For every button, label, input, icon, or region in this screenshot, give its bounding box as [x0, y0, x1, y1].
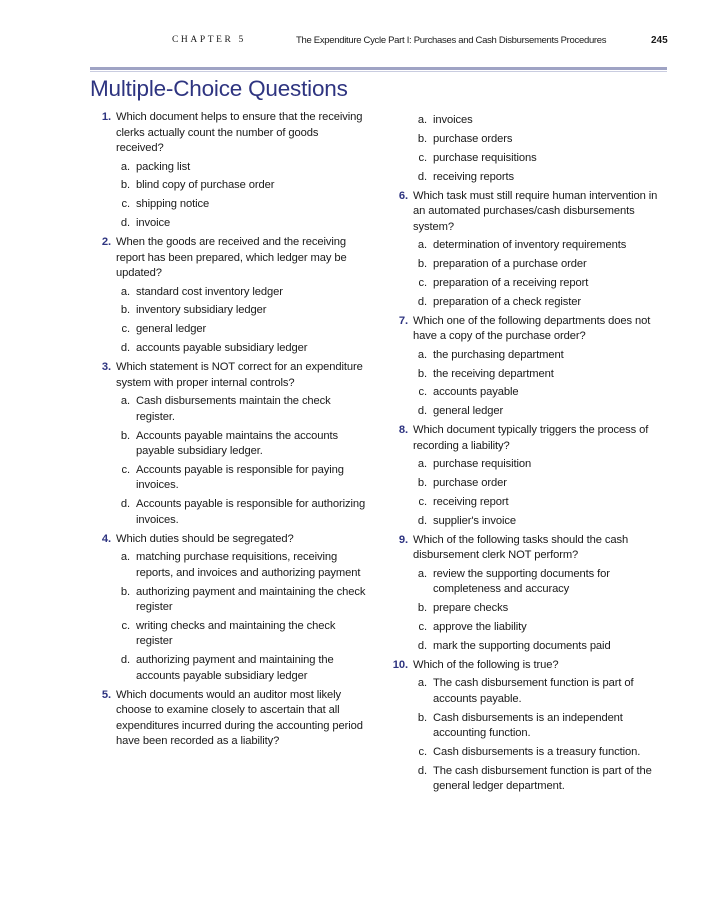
answer-option [390, 457, 670, 473]
option-letter: b. [417, 367, 427, 380]
option-letter: c. [418, 621, 427, 634]
option-letter: b. [120, 304, 130, 317]
answer-options [390, 113, 670, 185]
question-6 [390, 189, 670, 236]
question-2 [93, 235, 368, 282]
option-text: receiving report [433, 495, 509, 508]
option-letter: a. [417, 458, 427, 471]
question-text: Which statement is NOT correct for an expenditure system with proper internal controls? [116, 361, 363, 389]
question-3 [93, 360, 368, 391]
question-text: Which one of the following departments does not have a copy of the purchase order? [413, 314, 651, 343]
option-text: the receiving department [433, 367, 554, 380]
option-letter: c. [418, 495, 427, 508]
option-letter: a. [417, 677, 427, 690]
option-letter: d. [120, 217, 130, 230]
answer-option [93, 216, 368, 232]
option-letter: a. [120, 551, 130, 564]
option-letter: d. [120, 342, 130, 355]
option-text: purchase order [433, 477, 507, 490]
option-letter: a. [417, 239, 427, 252]
option-text: writing checks and maintaining the check register [136, 619, 336, 648]
option-letter: c. [418, 276, 427, 289]
answer-option [93, 285, 368, 301]
answer-option [93, 550, 368, 581]
question-number: 1. [101, 111, 111, 123]
answer-option [390, 367, 670, 383]
option-letter: c. [121, 198, 130, 211]
option-text: purchase requisition [433, 458, 532, 471]
question-text: Which task must still require human intervention in an automated purchases/cash disbursements system? [413, 189, 658, 233]
answer-option [93, 585, 368, 616]
answer-option [93, 463, 368, 494]
option-letter: b. [120, 585, 130, 598]
right-column [390, 110, 670, 798]
option-text: accounts payable subsidiary ledger [136, 342, 308, 355]
option-letter: d. [120, 498, 130, 511]
option-text: Cash disbursements maintain the check register. [136, 395, 331, 423]
answer-option [390, 257, 670, 273]
question-8 [390, 423, 670, 454]
option-letter: d. [417, 405, 427, 418]
answer-option [93, 322, 368, 338]
answer-option [93, 619, 368, 650]
option-text: inventory subsidiary ledger [136, 304, 267, 317]
option-letter: c. [418, 386, 427, 399]
option-letter: d. [417, 514, 427, 527]
option-text: Accounts payable maintains the accounts payable subsidiary ledger. [136, 429, 338, 458]
answer-option [390, 404, 670, 420]
answer-option [93, 429, 368, 460]
option-letter: d. [417, 764, 427, 777]
chapter-label: CHAPTER 5 [172, 35, 246, 45]
answer-option [390, 132, 670, 148]
answer-option [390, 601, 670, 617]
option-text: general ledger [136, 323, 207, 336]
answer-option [93, 303, 368, 319]
option-text: packing list [136, 160, 191, 173]
answer-options [93, 394, 368, 528]
answer-option [390, 151, 670, 167]
answer-option [390, 495, 670, 511]
answer-option [390, 476, 670, 492]
option-letter: a. [417, 348, 427, 361]
question-9 [390, 533, 670, 564]
option-text: authorizing payment and maintaining the check register [136, 585, 366, 614]
option-letter: b. [417, 132, 427, 145]
answer-option [390, 639, 670, 655]
option-letter: b. [417, 711, 427, 724]
running-header [0, 35, 719, 49]
answer-option [390, 764, 670, 795]
option-text: The cash disbursement function is part of the general ledger department. [433, 764, 652, 793]
answer-options [390, 567, 670, 655]
option-text: preparation of a receiving report [433, 276, 589, 289]
option-letter: d. [417, 295, 427, 308]
answer-option [390, 348, 670, 364]
option-text: Cash disbursements is a treasury function. [433, 746, 641, 759]
option-text: preparation of a purchase order [433, 257, 587, 270]
answer-option [390, 711, 670, 742]
answer-option [390, 620, 670, 636]
question-number: 7. [398, 314, 408, 327]
question-number: 3. [101, 361, 111, 374]
answer-options [390, 457, 670, 529]
option-text: The cash disbursement function is part of accounts payable. [433, 677, 634, 705]
option-letter: a. [417, 114, 427, 126]
option-text: prepare checks [433, 602, 509, 615]
option-letter: c. [121, 463, 130, 476]
option-text: matching purchase requisitions, receiving reports, and invoices and authorizing payment [136, 551, 361, 579]
page-number: 245 [651, 35, 668, 46]
option-text: purchase orders [433, 132, 513, 145]
option-text: the purchasing department [433, 348, 564, 361]
answer-option [390, 745, 670, 761]
answer-option [93, 653, 368, 684]
question-text: Which document helps to ensure that the receiving clerks actually count the number of goods received? [116, 111, 363, 154]
answer-options [93, 160, 368, 232]
option-letter: c. [418, 151, 427, 164]
answer-options [390, 238, 670, 310]
option-text: supplier's invoice [433, 514, 517, 527]
option-text: blind copy of purchase order [136, 179, 275, 192]
option-letter: a. [120, 160, 130, 173]
question-number: 2. [101, 236, 111, 249]
option-text: Accounts payable is responsible for paying invoices. [136, 463, 344, 492]
option-text: shipping notice [136, 198, 210, 211]
option-letter: a. [120, 285, 130, 298]
option-text: standard cost inventory ledger [136, 285, 283, 298]
answer-option [390, 676, 670, 707]
option-text: purchase requisitions [433, 151, 537, 164]
answer-option [390, 567, 670, 598]
answer-option [93, 160, 368, 176]
question-number: 5. [101, 688, 111, 701]
header-rule-thin [90, 71, 667, 72]
answer-option [93, 497, 368, 528]
header-rule [90, 67, 667, 70]
question-number: 4. [101, 532, 111, 545]
chapter-title: The Expenditure Cycle Part I: Purchases and Cash Disbursements Procedures [296, 35, 607, 46]
answer-option [93, 341, 368, 357]
option-letter: d. [120, 654, 130, 667]
question-10 [390, 658, 670, 674]
option-text: mark the supporting documents paid [433, 639, 611, 652]
question-number: 6. [398, 189, 408, 202]
option-letter: c. [121, 619, 130, 632]
option-letter: b. [417, 477, 427, 490]
option-text: Cash disbursements is an independent accounting function. [433, 711, 623, 740]
question-7 [390, 314, 670, 345]
option-text: review the supporting documents for completeness and accuracy [433, 567, 610, 596]
option-text: invoice [136, 217, 171, 230]
option-text: invoices [433, 114, 473, 126]
option-text: authorizing payment and maintaining the accounts payable subsidiary ledger [136, 654, 334, 682]
question-5 [93, 688, 368, 750]
question-text: Which of the following tasks should the cash disbursement clerk NOT perform? [413, 533, 629, 562]
question-text: When the goods are received and the receiving report has been prepared, which ledger may be updated? [116, 236, 347, 280]
left-column [93, 110, 368, 752]
question-text: Which duties should be segregated? [116, 532, 294, 545]
option-letter: d. [417, 639, 427, 652]
answer-option [93, 394, 368, 425]
answer-option [93, 178, 368, 194]
question-text: Which document typically triggers the process of recording a liability? [413, 424, 649, 452]
answer-options [93, 550, 368, 684]
answer-option [390, 295, 670, 311]
answer-option [93, 197, 368, 213]
option-letter: c. [121, 323, 130, 336]
option-letter: d. [417, 170, 427, 183]
question-text: Which of the following is true? [413, 658, 559, 671]
question-1 [93, 110, 368, 157]
answer-option [390, 113, 670, 129]
option-text: approve the liability [433, 621, 527, 634]
question-4 [93, 532, 368, 548]
option-letter: b. [417, 257, 427, 270]
answer-options [93, 285, 368, 357]
option-letter: a. [120, 395, 130, 408]
section-title: Multiple-Choice Questions [90, 76, 348, 101]
answer-option [390, 385, 670, 401]
option-letter: c. [418, 746, 427, 759]
option-text: determination of inventory requirements [433, 239, 627, 252]
option-letter: a. [417, 567, 427, 580]
answer-options [390, 676, 670, 795]
question-text: Which documents would an auditor most likely choose to examine closely to ascertain that all expenditures incurred during the accounting period have been recorded as a liability? [116, 688, 363, 748]
option-letter: b. [120, 179, 130, 192]
option-letter: b. [417, 602, 427, 615]
answer-option [390, 170, 670, 186]
answer-option [390, 276, 670, 292]
question-number: 8. [398, 424, 408, 437]
option-text: accounts payable [433, 386, 519, 399]
question-number: 9. [398, 533, 408, 546]
option-letter: b. [120, 429, 130, 442]
answer-options [390, 348, 670, 420]
option-text: general ledger [433, 405, 504, 418]
answer-option [390, 514, 670, 530]
option-text: receiving reports [433, 170, 514, 183]
option-text: Accounts payable is responsible for authorizing invoices. [136, 498, 366, 526]
question-number: 10. [392, 658, 408, 671]
option-text: preparation of a check register [433, 295, 582, 308]
answer-option [390, 238, 670, 254]
